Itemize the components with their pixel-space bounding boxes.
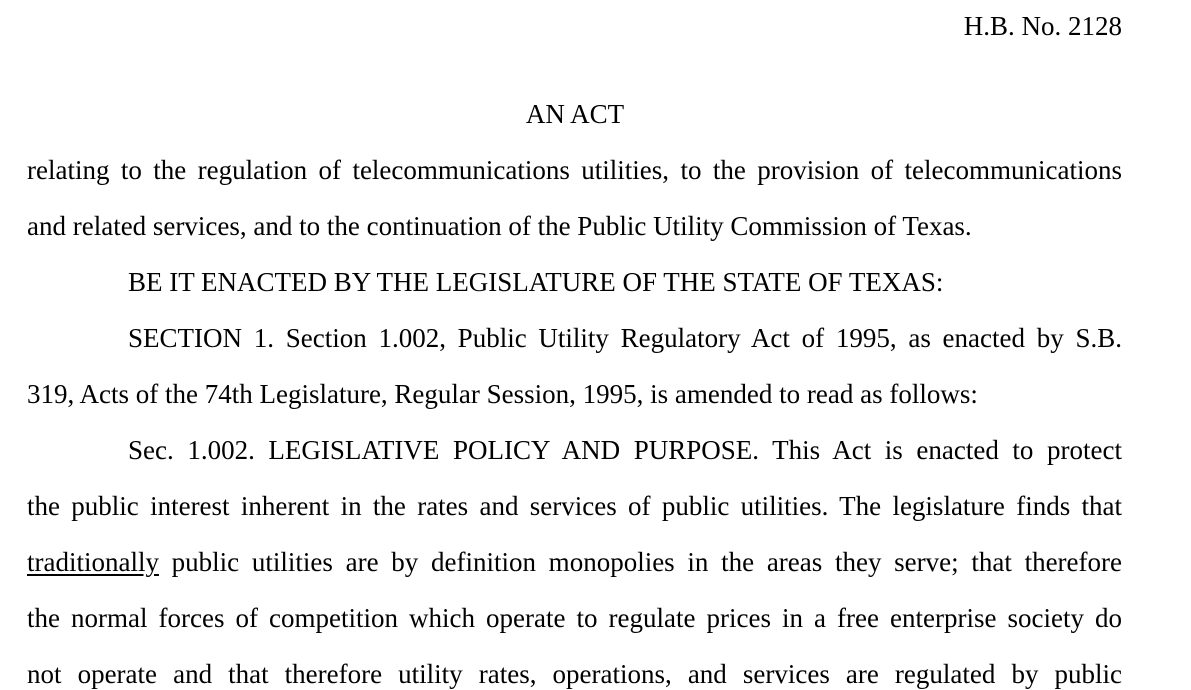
act-heading: AN ACT bbox=[525, 99, 625, 129]
bill-number: H.B. No. 2128 bbox=[963, 11, 1122, 41]
sec-1-002-line: not operate and that therefore utility rates, operations, and services are regulated by public bbox=[27, 659, 1122, 689]
line-text: public utilities are by definition monopolies in the areas they serve; that therefore bbox=[158, 547, 1122, 577]
sec-1-002-line: the normal forces of competition which operate to regulate prices in a free enterprise society do bbox=[27, 603, 1122, 633]
caption-line: and related services, and to the continuation of the Public Utility Commission of Texas. bbox=[27, 211, 972, 241]
sec-1-002-line: Sec. 1.002. LEGISLATIVE POLICY AND PURPOSE. This Act is enacted to protect bbox=[128, 435, 1122, 465]
inserted-text: traditionally bbox=[27, 547, 159, 577]
section-1-line: SECTION 1. Section 1.002, Public Utility Regulatory Act of 1995, as enacted by S.B. bbox=[128, 323, 1122, 353]
enacting-clause: BE IT ENACTED BY THE LEGISLATURE OF THE STATE OF TEXAS: bbox=[128, 267, 944, 297]
section-1-line: 319, Acts of the 74th Legislature, Regular Session, 1995, is amended to read as follows: bbox=[27, 379, 978, 409]
sec-1-002-line: the public interest inherent in the rates and services of public utilities. The legislature finds that bbox=[27, 491, 1122, 521]
caption-line: relating to the regulation of telecommunications utilities, to the provision of telecommunications bbox=[27, 155, 1122, 185]
sec-1-002-line bbox=[27, 546, 1122, 578]
